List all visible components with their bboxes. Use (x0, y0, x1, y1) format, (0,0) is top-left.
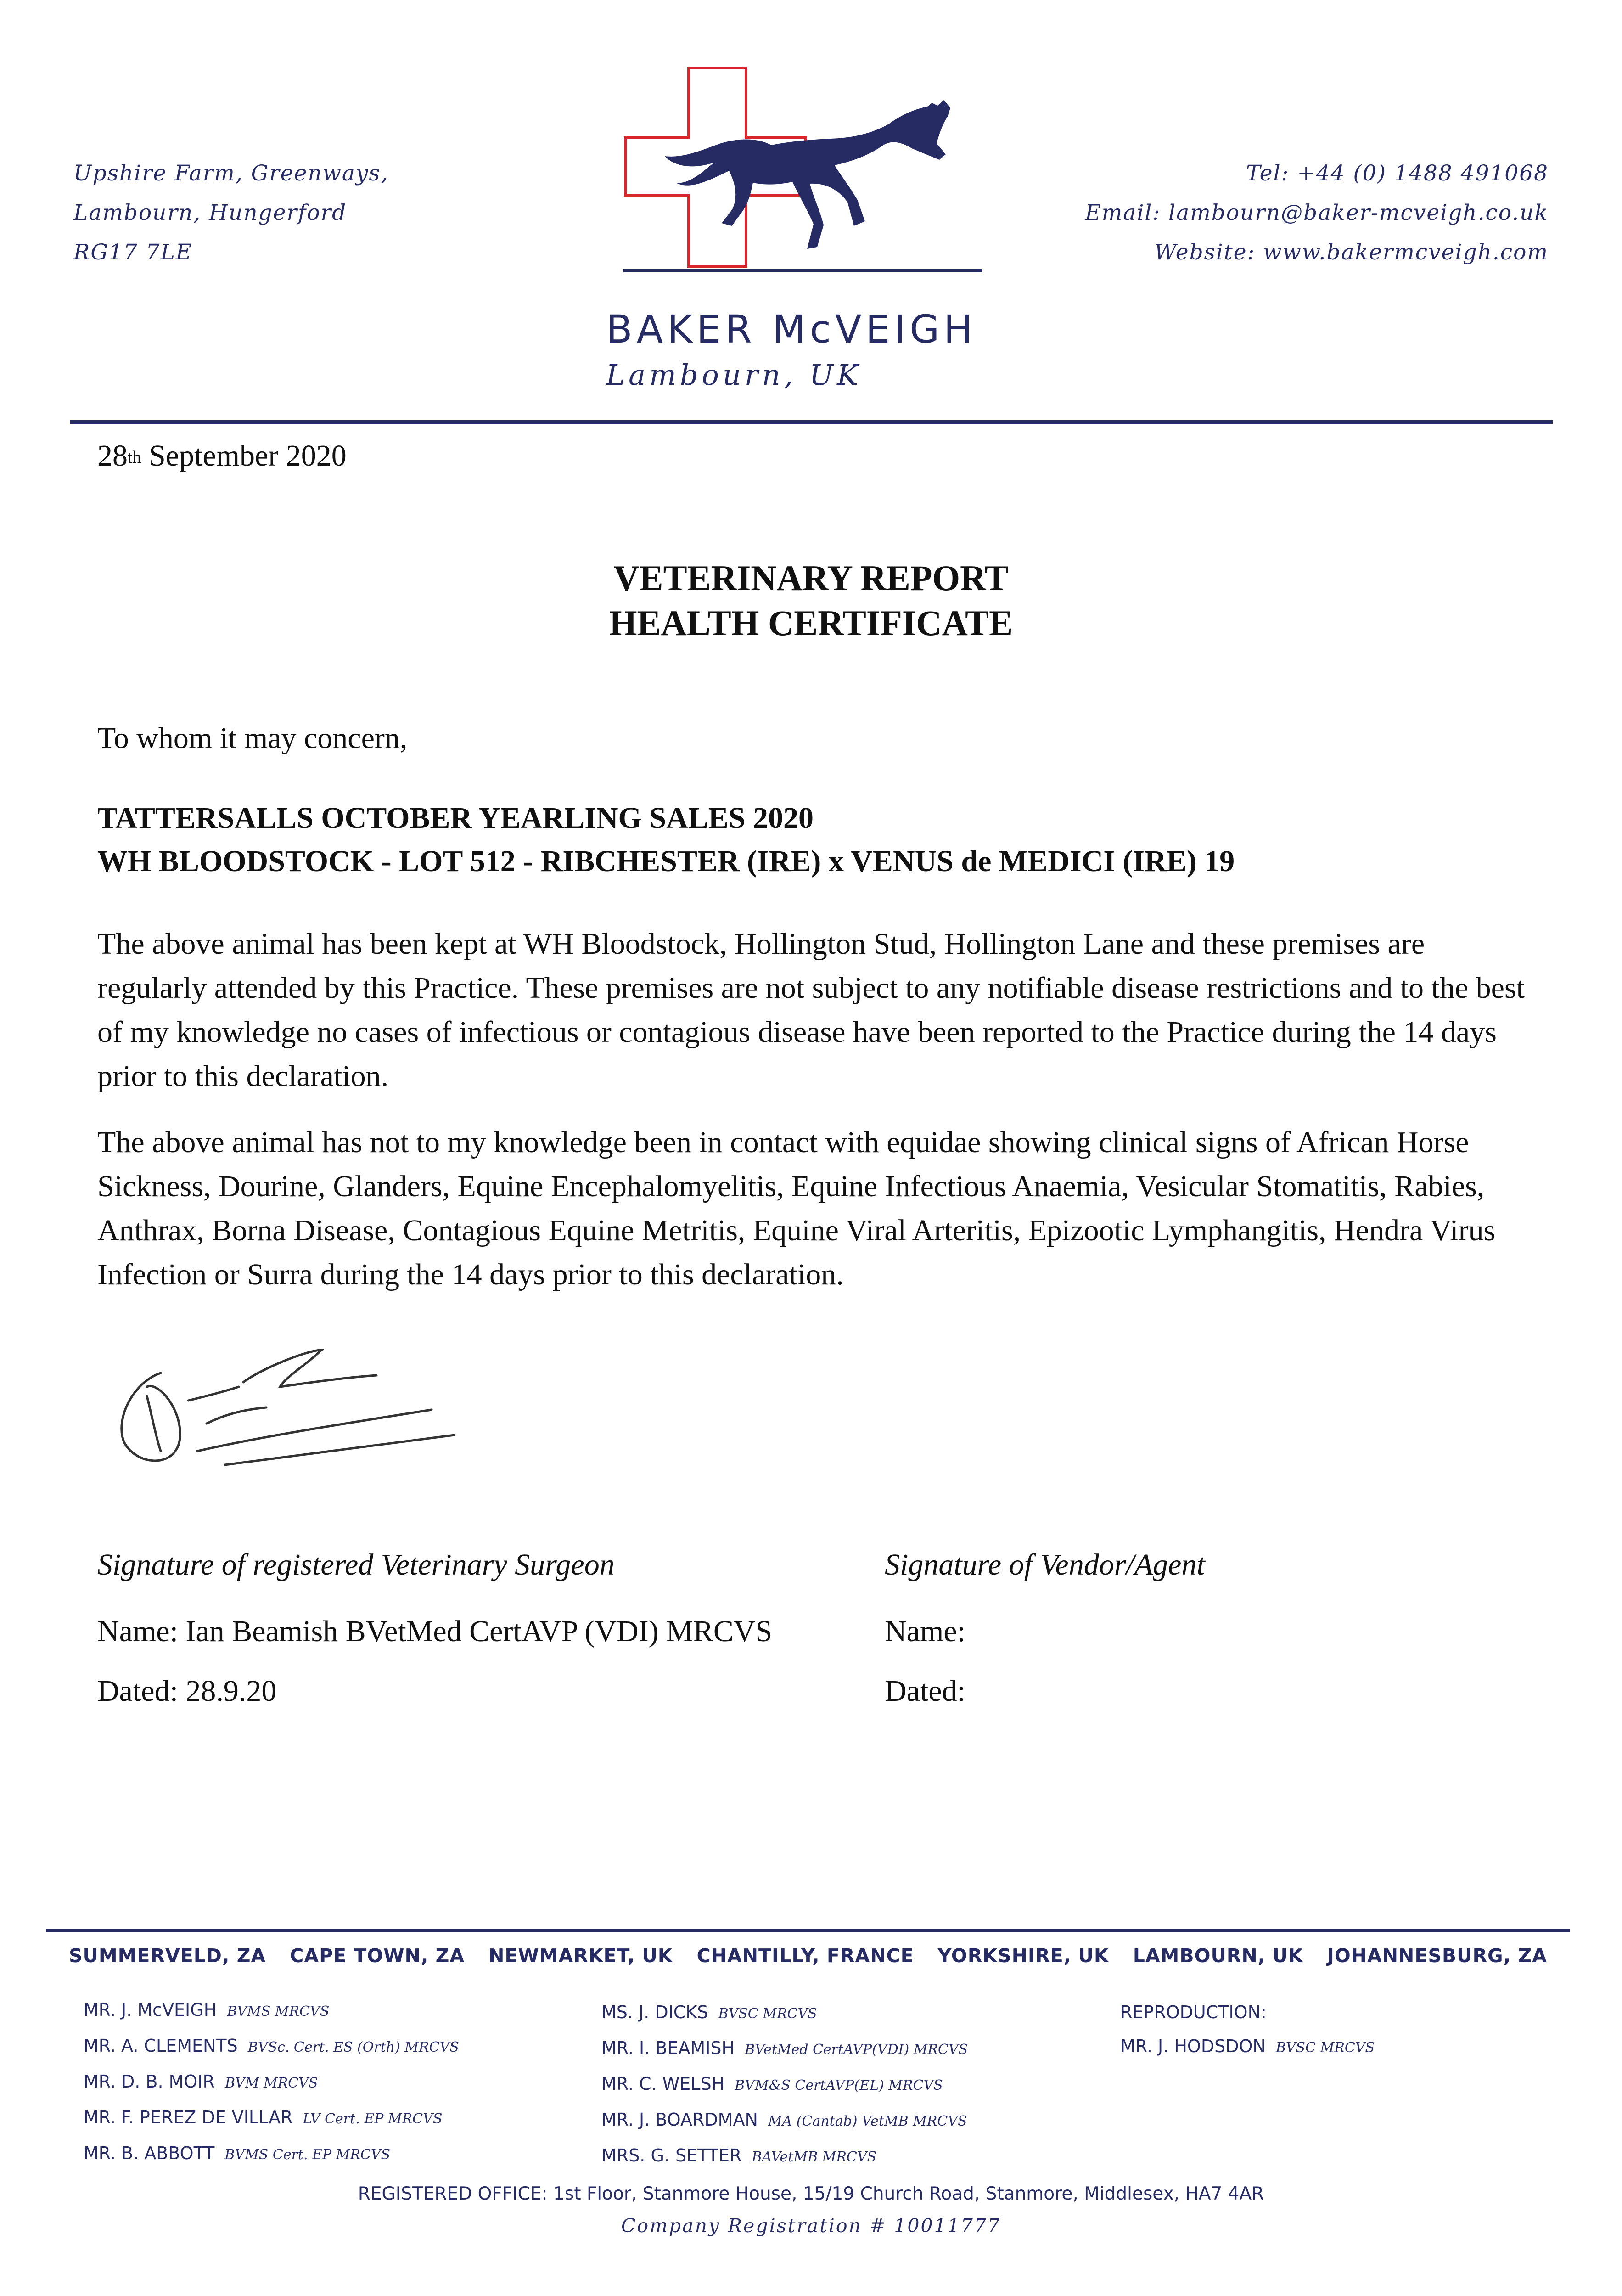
vendor-name: Name: (885, 1615, 965, 1648)
staff-entry (601, 2067, 968, 2103)
brand-name: BAKER McVEIGH (606, 307, 977, 352)
staff-column-3 (1120, 1995, 1375, 2065)
document-title (0, 556, 1622, 646)
staff-entry (601, 2031, 968, 2067)
staff-qualification: BVM&S CertAVP(EL) MRCVS (735, 2077, 943, 2093)
staff-qualification: BAVetMB MRCVS (752, 2149, 877, 2165)
title-line-2: HEALTH CERTIFICATE (609, 603, 1013, 643)
vet-dated: Dated: 28.9.20 (97, 1674, 277, 1708)
vet-signature-caption: Signature of registered Veterinary Surgeon (97, 1548, 615, 1581)
vendor-dated: Dated: (885, 1674, 965, 1708)
staff-entry (84, 1993, 459, 2029)
brand-location: Lambourn, UK (606, 358, 862, 392)
city-summerveld: SUMMERVELD, ZA (69, 1945, 266, 1967)
practice-contact (1085, 154, 1549, 272)
salutation: To whom it may concern, (97, 721, 408, 755)
staff-entry (601, 2138, 968, 2174)
staff-column-1 (84, 1993, 459, 2172)
footer-divider (46, 1929, 1570, 1932)
staff-name: MR. I. BEAMISH (601, 2038, 735, 2058)
subject-line-2: WH BLOODSTOCK - LOT 512 - RIBCHESTER (IRE) x VENUS de MEDICI (IRE) 19 (97, 844, 1235, 878)
staff-name: MR. C. WELSH (601, 2074, 725, 2094)
paragraph-contact-declaration: The above animal has not to my knowledge been in contact with equidae showing clinical signs of African Horse Sickness, Dourine, Glanders, Equine Encephalomyelitis, Equine Infectious Anaemia, Vesicular Stomatitis, Rabies, Anthrax, Borna Disease, Contagious Equine Metritis, Equine Viral Arteritis, Epizootic Lymphangitis, Hendra Virus Infection or Surra during the 14 days prior to this declaration. (97, 1125, 1496, 1291)
staff-name: MR. J. HODSDON (1120, 2036, 1266, 2056)
logo-rule (623, 269, 982, 272)
city-johannesburg: JOHANNESBURG, ZA (1327, 1945, 1547, 1967)
city-yorkshire: YORKSHIRE, UK (937, 1945, 1109, 1967)
staff-qualification: MA (Cantab) VetMB MRCVS (768, 2113, 967, 2129)
staff-entry (84, 2136, 459, 2172)
paragraph-premises: The above animal has been kept at WH Bloodstock, Hollington Stud, Hollington Lane and these premises are regularly attended by this Practice. These premises are not subject to any notifiable disease restrictions and to the best of my knowledge no cases of infectious or contagious disease have been reported to the Practice during the 14 days prior to this declaration. (97, 927, 1525, 1093)
registered-office: REGISTERED OFFICE: 1st Floor, Stanmore House, 15/19 Church Road, Stanmore, Middlesex, HA7 4AR (358, 2183, 1264, 2204)
staff-name: MR. J. McVEIGH (84, 2000, 217, 2020)
subject-line-1: TATTERSALLS OCTOBER YEARLING SALES 2020 (97, 801, 814, 835)
staff-name: MR. F. PEREZ DE VILLAR (84, 2107, 293, 2127)
staff-qualification: BVetMed CertAVP(VDI) MRCVS (745, 2042, 968, 2058)
staff-qualification: BVMS Cert. EP MRCVS (224, 2147, 391, 2163)
staff-qualification: LV Cert. EP MRCVS (303, 2111, 443, 2127)
staff-entry (601, 1995, 968, 2031)
vet-signature-image (106, 1332, 482, 1497)
reproduction-label: REPRODUCTION: (1120, 2002, 1267, 2022)
office-locations (69, 1945, 1547, 1967)
staff-qualification: BVSC MRCVS (718, 2006, 817, 2022)
staff-column-2 (601, 1995, 968, 2174)
staff-entry (84, 2100, 459, 2136)
staff-qualification: BVSC MRCVS (1275, 2040, 1375, 2056)
address-line-3: RG17 7LE (73, 240, 193, 265)
address-line-1: Upshire Farm, Greenways, (73, 161, 389, 186)
staff-name: MS. J. DICKS (601, 2002, 708, 2022)
staff-name: MR. J. BOARDMAN (601, 2110, 758, 2130)
staff-entry (1120, 2029, 1375, 2065)
city-lambourn: LAMBOURN, UK (1133, 1945, 1303, 1967)
contact-email: Email: lambourn@baker-mcveigh.co.uk (1085, 200, 1549, 225)
staff-entry (601, 2103, 968, 2138)
city-newmarket: NEWMARKET, UK (488, 1945, 673, 1967)
company-registration: Company Registration # 10011777 (621, 2215, 1001, 2237)
vet-name: Name: Ian Beamish BVetMed CertAVP (VDI) MRCVS (97, 1615, 773, 1648)
address-line-2: Lambourn, Hungerford (73, 200, 347, 225)
staff-name: MR. D. B. MOIR (84, 2071, 215, 2092)
staff-qualification: BVMS MRCVS (227, 2003, 330, 2020)
contact-phone: Tel: +44 (0) 1488 491068 (1246, 161, 1549, 186)
header-divider (70, 420, 1553, 424)
vendor-signature-caption: Signature of Vendor/Agent (885, 1548, 1205, 1581)
date-month-year: September 2020 (141, 439, 347, 473)
staff-qualification: BVSc. Cert. ES (Orth) MRCVS (247, 2039, 459, 2055)
staff-entry (84, 2029, 459, 2065)
contact-website: Website: www.bakermcveigh.com (1154, 240, 1549, 265)
practice-address (73, 154, 388, 272)
staff-name: MR. A. CLEMENTS (84, 2036, 238, 2056)
staff-name: MR. B. ABBOTT (84, 2143, 215, 2163)
staff-name: MRS. G. SETTER (601, 2145, 742, 2166)
baker-mcveigh-logo (615, 64, 982, 285)
city-cape-town: CAPE TOWN, ZA (290, 1945, 465, 1967)
title-line-1: VETERINARY REPORT (613, 558, 1009, 598)
letter-date (97, 439, 347, 473)
subject (97, 797, 1530, 883)
date-suffix: th (128, 448, 141, 467)
staff-entry (84, 2065, 459, 2100)
horse-icon (665, 100, 950, 249)
staff-qualification: BVM MRCVS (224, 2075, 318, 2091)
city-chantilly: CHANTILLY, FRANCE (696, 1945, 914, 1967)
date-day: 28 (97, 439, 128, 473)
